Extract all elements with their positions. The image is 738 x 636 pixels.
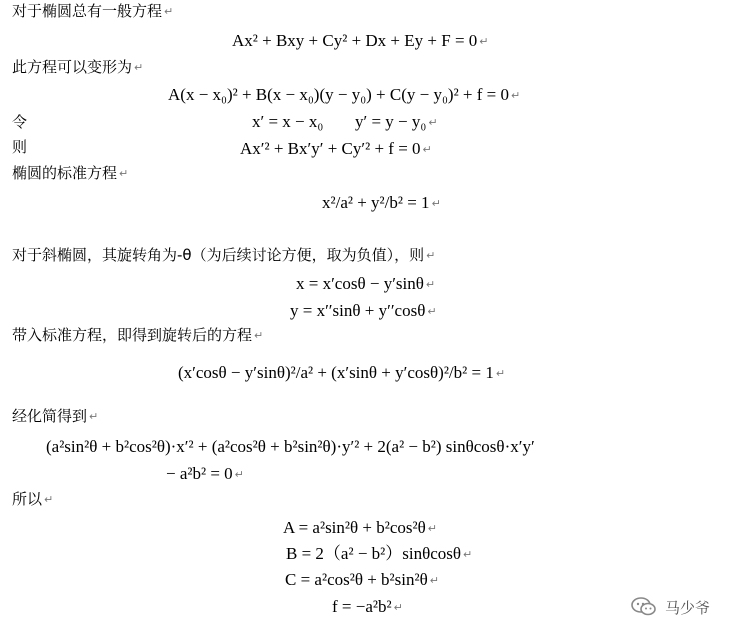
equation: y = x′′sinθ + y′′cosθ ↵ — [290, 301, 437, 320]
text-line: 令 — [12, 113, 28, 131]
text-line: 对于椭圆总有一般方程 ↵ — [12, 2, 174, 20]
text-line: 此方程可以变形为 ↵ — [12, 58, 144, 76]
equation: Ax² + Bxy + Cy² + Dx + Ey + F = 0 ↵ — [232, 31, 489, 50]
equation: A = a²sin²θ + b²cos²θ ↵ — [283, 518, 437, 537]
equation: x = x′cosθ − y′sinθ ↵ — [296, 274, 436, 293]
text-line: 对于斜椭圆，其旋转角为-θ（为后续讨论方便，取为负值），则 ↵ — [12, 246, 436, 264]
equation: (x′cosθ − y′sinθ)²/a² + (x′sinθ + y′cosθ)²/b² = 1 ↵ — [178, 363, 506, 382]
equation: x²/a² + y²/b² = 1 ↵ — [322, 193, 441, 212]
watermark — [631, 596, 710, 618]
equation: A(x − x₀)² + B(x − x₀)(y − y₀) + C(y − y₀)² + f = 0 ↵ — [168, 85, 521, 104]
text-line: 则 — [12, 138, 28, 156]
text-line: 椭圆的标准方程 ↵ — [12, 164, 129, 182]
watermark-text: 马少爷 — [664, 598, 710, 617]
equation: − a²b² = 0 ↵ — [166, 464, 244, 483]
equation: x′ = x − x₀ — [252, 112, 324, 131]
equation: Ax′² + Bx′y′ + Cy′² + f = 0 ↵ — [240, 139, 432, 158]
equation: B = 2（a² − b²）sinθcosθ ↵ — [286, 544, 473, 563]
text-line: 带入标准方程，即得到旋转后的方程 ↵ — [12, 326, 264, 344]
equation: C = a²cos²θ + b²sin²θ ↵ — [285, 570, 439, 589]
equation: (a²sin²θ + b²cos²θ)·x′² + (a²cos²θ + b²sin²θ)·y′² + 2(a² − b²) sinθcosθ·x′y′ — [46, 437, 535, 456]
text-line: 经化简得到 ↵ — [12, 407, 99, 425]
wechat-bubble-icon — [631, 596, 657, 618]
equation: f = −a²b² ↵ — [332, 597, 403, 616]
text-line: 所以 ↵ — [12, 490, 54, 508]
equation: y′ = y − y₀ ↵ — [355, 112, 438, 131]
